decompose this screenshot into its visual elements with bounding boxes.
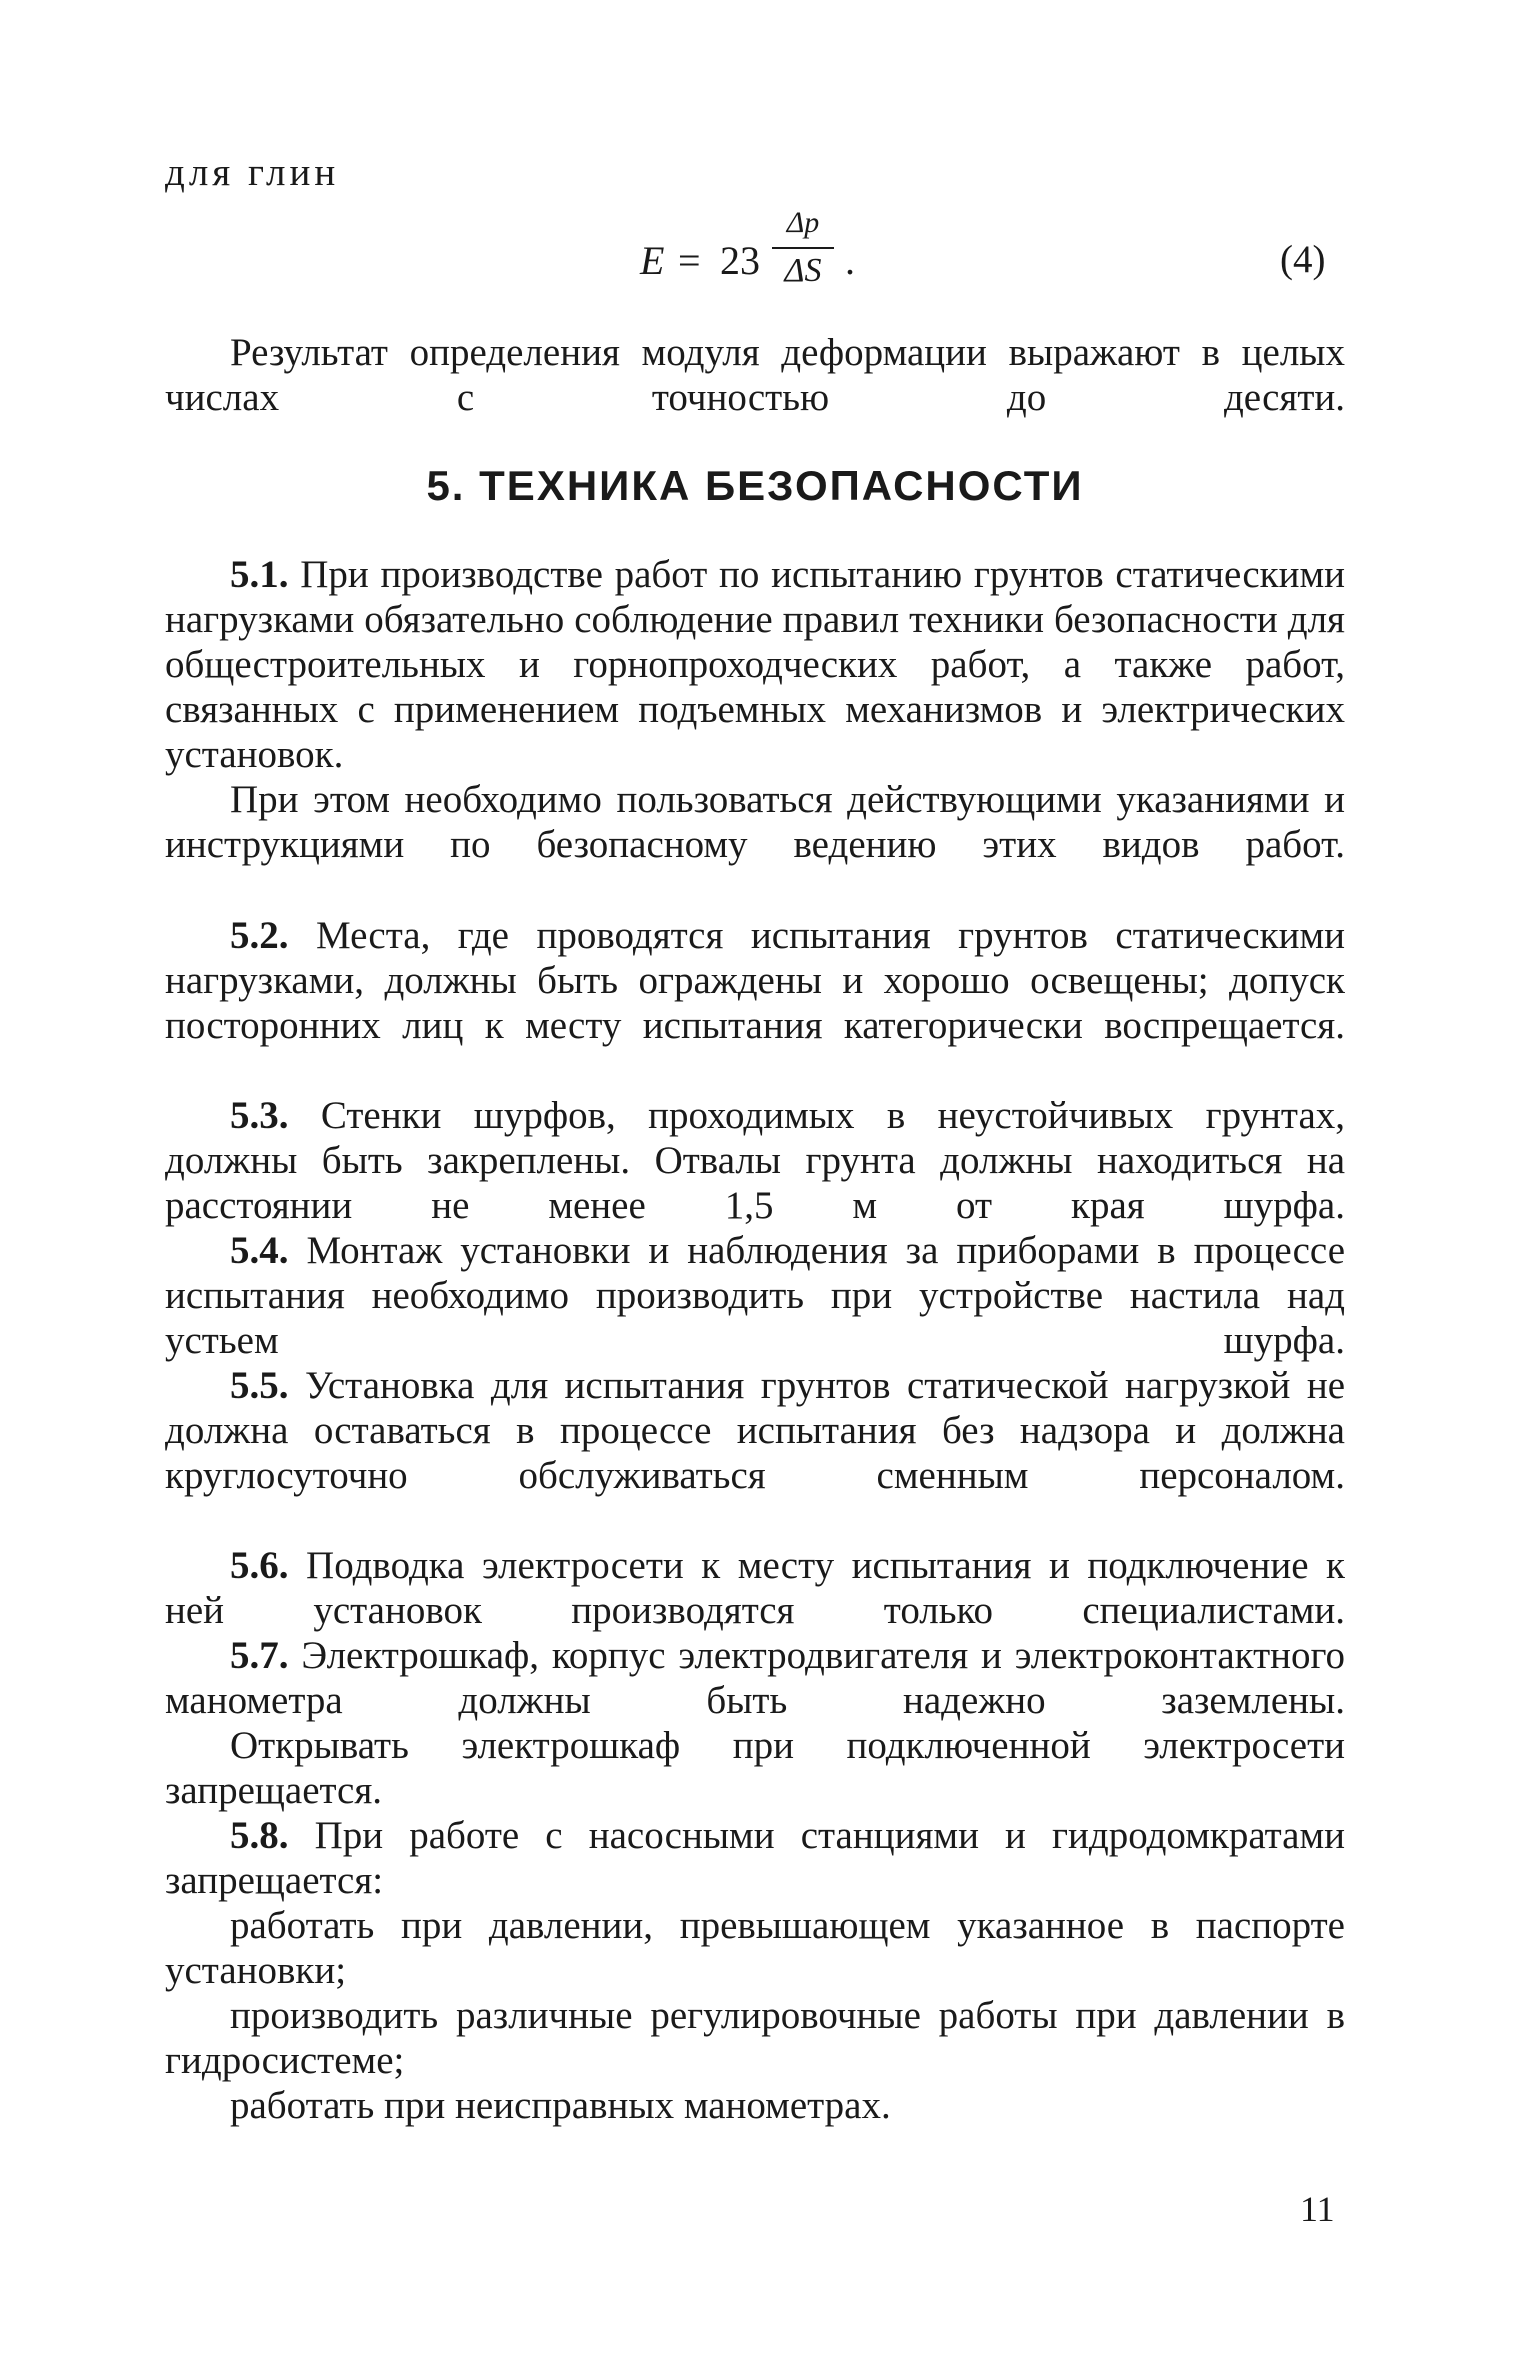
formula-end: . bbox=[845, 238, 855, 283]
fraction-bar bbox=[772, 247, 834, 249]
paragraph-5-8: 5.8. При работе с насосными станциями и гидродомкратами запрещается: bbox=[165, 1814, 1345, 1902]
formula-denominator: ΔS bbox=[784, 252, 822, 289]
formula-coefficient: 23 bbox=[720, 238, 760, 283]
paragraph-5-1-note: При этом необходимо пользоваться действующими указаниями и инструкциями по безопасному ведению этих видов работ. bbox=[165, 778, 1345, 866]
formula-4 bbox=[640, 205, 900, 315]
equation-number: (4) bbox=[1280, 238, 1326, 281]
paragraph-5-5: 5.5. Установка для испытания грунтов статической нагрузкой не должна оставаться в процессе испытания без надзора и должна круглосуточно обслуживаться сменным персоналом. bbox=[165, 1364, 1345, 1497]
section-title: 5. ТЕХНИКА БЕЗОПАСНОСТИ bbox=[426, 462, 1084, 509]
formula-lhs: E bbox=[640, 238, 665, 283]
paragraph-5-3: 5.3. Стенки шурфов, проходимых в неустойчивых грунтах, должны быть закреплены. Отвалы грунта должны находиться на расстоянии не менее 1,5 м от края шурфа. bbox=[165, 1094, 1346, 1227]
list-item-pressure: работать при давлении, превышающем указанное в паспорте установки; bbox=[165, 1904, 1345, 1992]
list-item-manometers: работать при неисправных манометрах. bbox=[230, 2084, 891, 2127]
formula-numerator: Δp bbox=[786, 206, 820, 239]
paragraph-5-7-note: Открывать электрошкаф при подключенной электросети запрещается. bbox=[165, 1724, 1345, 1812]
formula-equals: = bbox=[678, 238, 701, 283]
formula-fraction bbox=[768, 205, 838, 289]
paragraph-5-2: 5.2. Места, где проводятся испытания грунтов статическими нагрузками, должны быть ограждены и хорошо освещены; допуск посторонних лиц к месту испытания категорически воспрещается. bbox=[165, 914, 1346, 1047]
paragraph-5-7: 5.7. Электрошкаф, корпус электродвигателя и электроконтактного манометра должны быть надежно заземлены. bbox=[165, 1634, 1346, 1722]
page-number: 11 bbox=[1300, 2189, 1335, 2229]
list-item-adjustment: производить различные регулировочные работы при давлении в гидросистеме; bbox=[165, 1994, 1345, 2082]
result-paragraph: Результат определения модуля деформации выражают в целых числах с точностью до десяти. bbox=[165, 331, 1345, 419]
paragraph-5-1: 5.1. При производстве работ по испытанию грунтов статическими нагрузками обязательно соблюдение правил техники безопасности для общестроительных и горнопроходческих работ, а также работ, связанных с применением подъемных механизмов и электрических установок. bbox=[165, 553, 1346, 776]
paragraph-5-4: 5.4. Монтаж установки и наблюдения за приборами в процессе испытания необходимо производить при устройстве настила над устьем шурфа. bbox=[165, 1229, 1346, 1362]
intro-label: для глин bbox=[165, 151, 340, 194]
paragraph-5-6: 5.6. Подводка электросети к месту испытания и подключение к ней установок производятся только специалистами. bbox=[165, 1544, 1345, 1632]
